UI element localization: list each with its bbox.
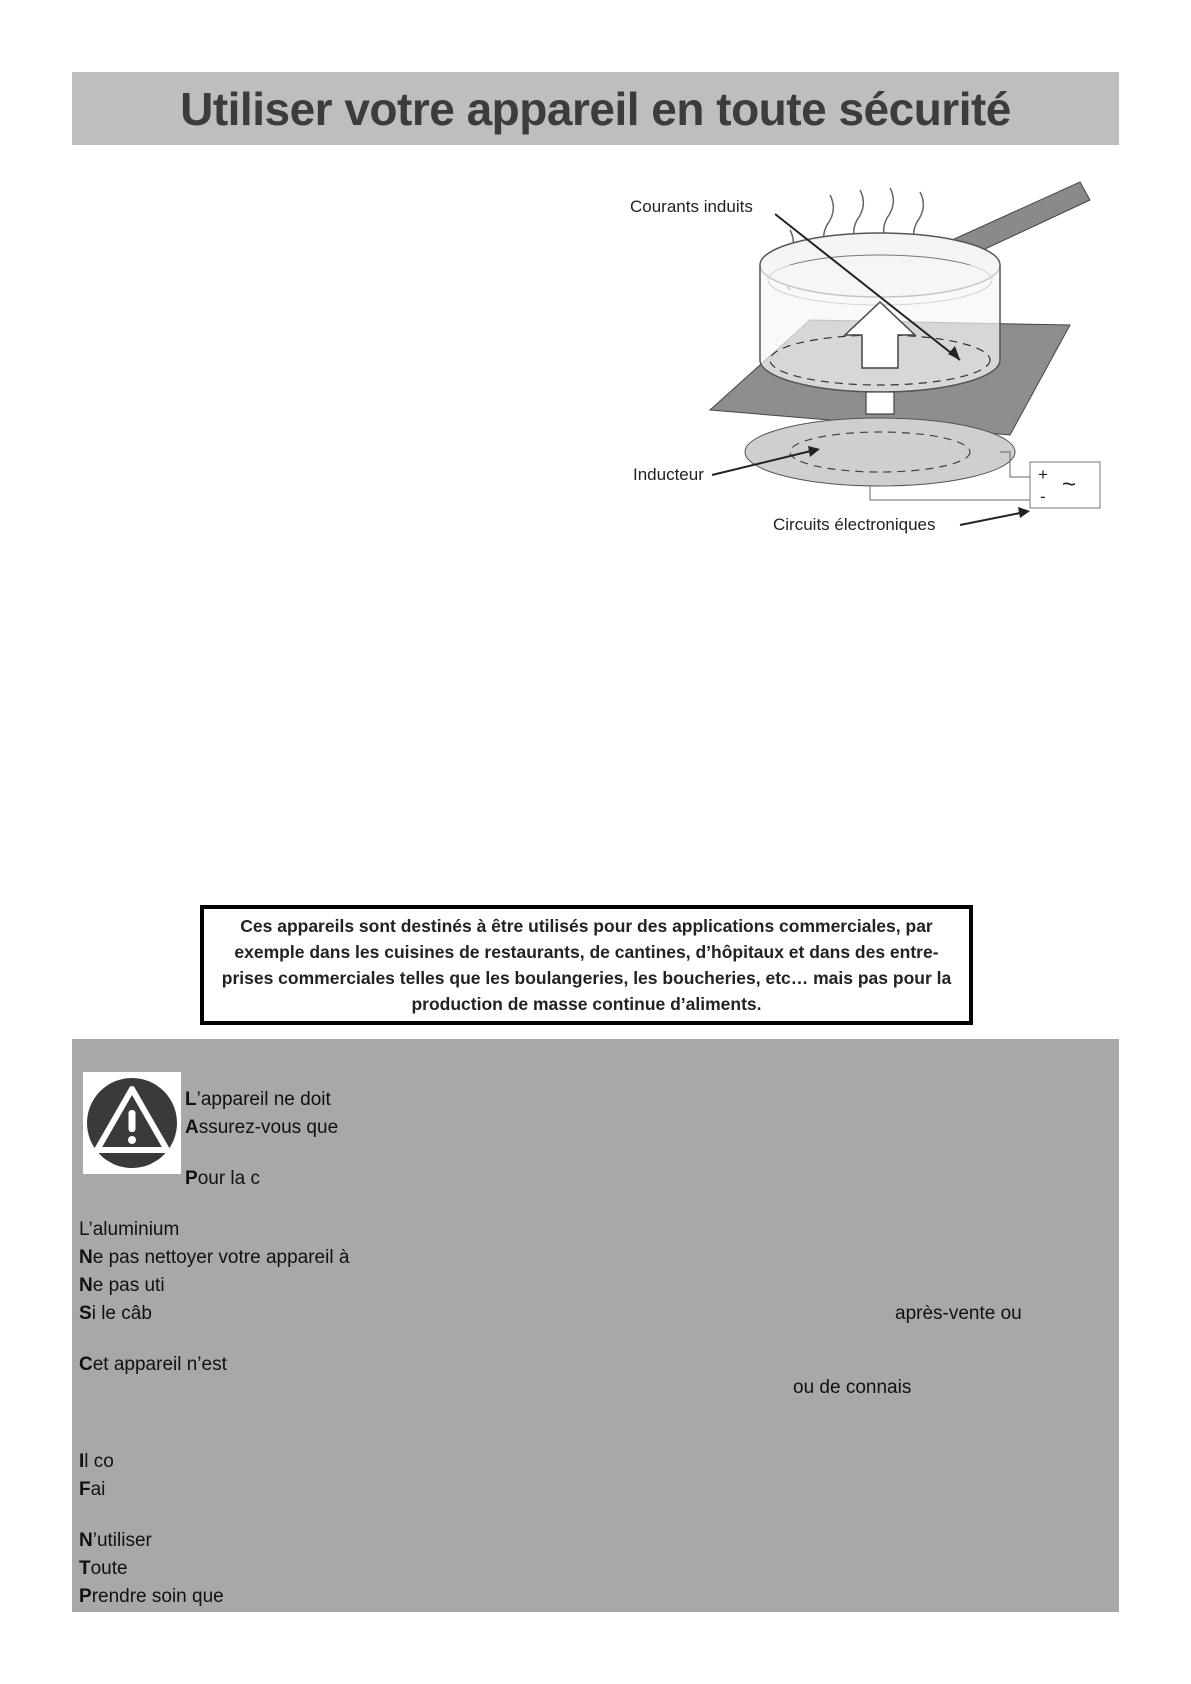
safety-line: Pour la c — [185, 1168, 260, 1189]
plus-sign: + — [1038, 465, 1048, 484]
safety-line: ou de connais — [793, 1377, 912, 1398]
safety-line: Prendre soin que — [79, 1586, 224, 1607]
safety-section — [72, 1039, 1119, 1612]
label-inductor: Inducteur — [633, 465, 704, 484]
warning-exclamation — [129, 1110, 136, 1132]
safety-line: Toute — [79, 1558, 128, 1579]
safety-line: Ne pas nettoyer votre appareil à — [79, 1247, 350, 1268]
safety-line: après-vente ou — [895, 1303, 1022, 1324]
safety-line: Assurez-vous que — [185, 1117, 339, 1138]
pointer-arrow — [960, 512, 1025, 525]
warning-icon-svg — [83, 1072, 181, 1174]
safety-line: Il co — [79, 1451, 114, 1472]
safety-line: L’appareil ne doit — [185, 1089, 331, 1110]
safety-line: N’utiliser — [79, 1530, 152, 1551]
label-circuits: Circuits électroniques — [773, 515, 936, 534]
arrow-head — [1018, 507, 1030, 518]
safety-line: Si le câb — [79, 1303, 152, 1324]
notice-text: Ces appareils sont destinés à être utilisés pour des applications commerciales, par exemple dans les cuisines de restaurants, de cantines, d’hôpitaux et dans des entre-prises commerciales telles que les boulangeries, les boucheries, etc… mais pas pour la production de masse continue d’aliments. — [221, 916, 952, 1014]
label-induced-currents: Courants induits — [630, 197, 753, 216]
induction-arrow-shaft — [866, 392, 894, 414]
page-title: Utiliser votre appareil en toute sécurité — [180, 82, 1011, 135]
safety-line: Cet appareil n’est — [79, 1354, 227, 1375]
induction-diagram-svg — [630, 170, 1120, 550]
wire — [870, 486, 1030, 500]
minus-sign: - — [1040, 487, 1046, 506]
warning-icon — [83, 1072, 181, 1174]
safety-line: L’aluminium — [79, 1219, 180, 1240]
inductor-disc — [745, 418, 1015, 486]
commercial-use-notice — [200, 905, 973, 1025]
safety-line: Ne pas uti — [79, 1275, 165, 1296]
induction-diagram — [630, 170, 1120, 550]
ac-symbol: ~ — [1062, 471, 1077, 498]
warning-exclamation-dot — [128, 1136, 136, 1144]
safety-line: Fai — [79, 1479, 106, 1500]
title-bar — [72, 72, 1119, 145]
